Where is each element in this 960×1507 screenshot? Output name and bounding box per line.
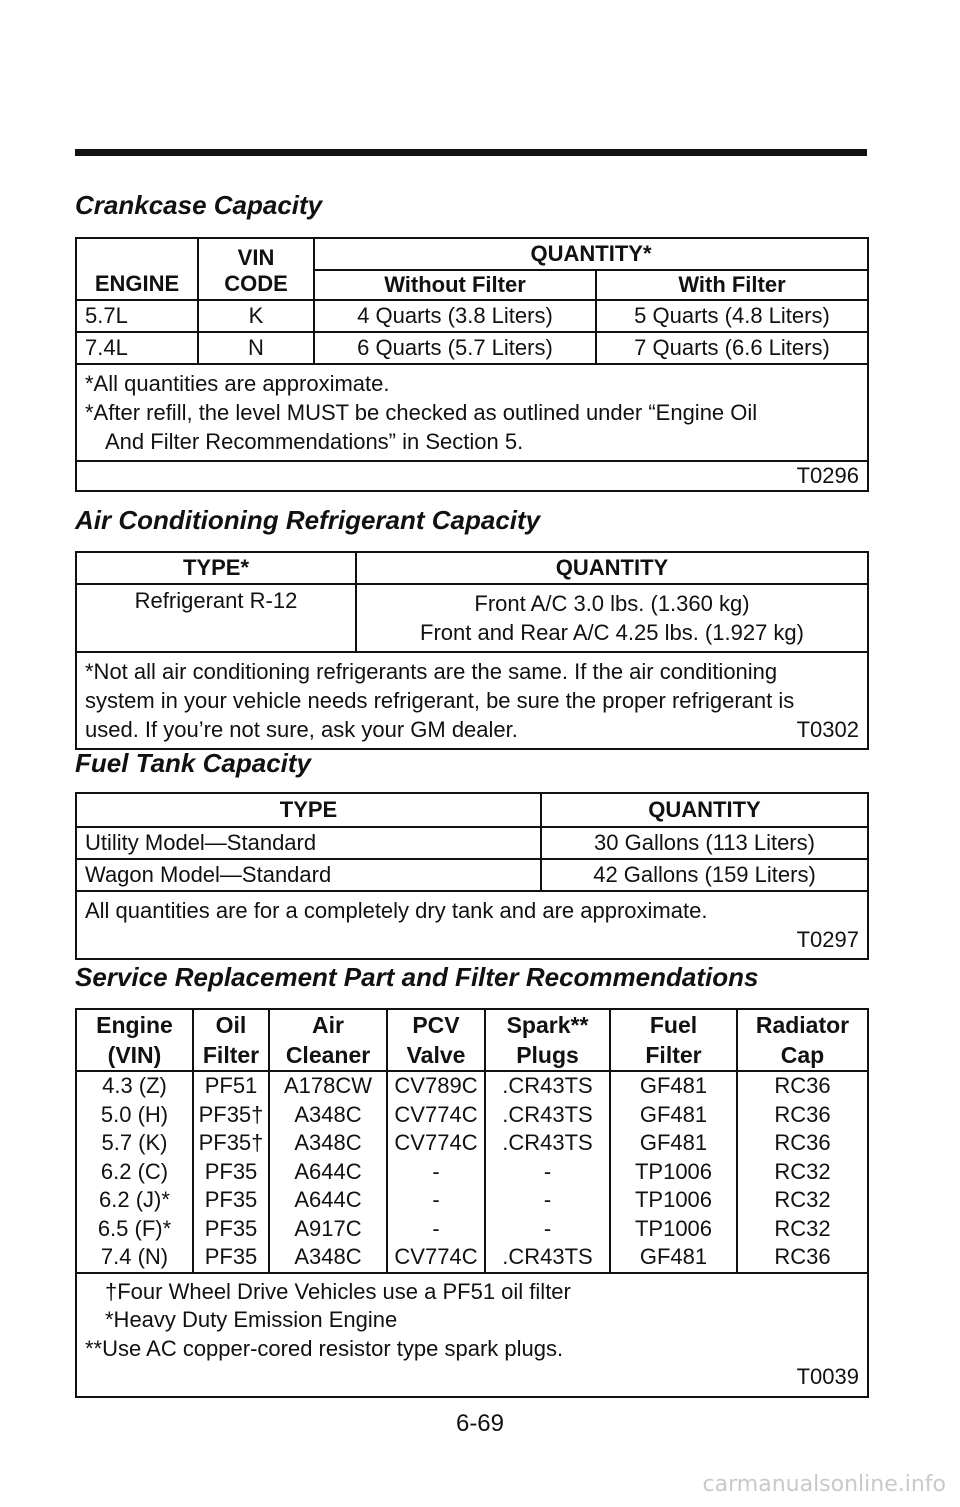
cell-quantity (356, 584, 868, 652)
watermark: carmanualsonline.info (702, 1472, 946, 1497)
cell-pcv-valve: - (387, 1186, 485, 1215)
note-line: And Filter Recommendations” in Section 5. (105, 429, 524, 454)
cell-pcv-valve: CV789C (387, 1071, 485, 1101)
cell-spark-plugs: - (485, 1215, 610, 1244)
cell-air-cleaner: A917C (269, 1215, 387, 1244)
table-row (76, 1186, 868, 1215)
cell-air-cleaner: A348C (269, 1101, 387, 1130)
cell-oil-filter: PF35† (193, 1101, 269, 1130)
cell-radiator-cap: RC36 (737, 1101, 868, 1130)
crankcase-notes (76, 364, 868, 461)
cell-radiator-cap: RC36 (737, 1071, 868, 1101)
ac-notes (76, 652, 868, 749)
table-code: T0296 (76, 461, 868, 491)
fuel-title: Fuel Tank Capacity (75, 748, 311, 778)
service-title: Service Replacement Part and Filter Recommendations (75, 962, 759, 992)
header-type: TYPE* (76, 552, 356, 584)
cell-pcv-valve: CV774C (387, 1129, 485, 1158)
table-row (76, 827, 868, 859)
cell-vin: N (198, 332, 314, 364)
cell-quantity: 30 Gallons (113 Liters) (541, 827, 868, 859)
cell-type: Refrigerant R-12 (76, 584, 356, 652)
table-row (76, 1158, 868, 1187)
cell-air-cleaner: A644C (269, 1186, 387, 1215)
cell-without-filter: 4 Quarts (3.8 Liters) (314, 300, 596, 332)
cell-engine: 6.2 (C) (76, 1158, 193, 1187)
header-spark-plugs: Spark** Plugs (485, 1009, 610, 1071)
table-row (76, 1129, 868, 1158)
header-row (76, 1009, 868, 1071)
table-row (76, 1243, 868, 1273)
cell-air-cleaner: A348C (269, 1129, 387, 1158)
fuel-notes (76, 891, 868, 959)
cell-radiator-cap: RC32 (737, 1215, 868, 1244)
cell-fuel-filter: TP1006 (610, 1186, 737, 1215)
table-code: T0039 (796, 1364, 859, 1389)
note-line: *After refill, the level MUST be checked as outlined under “Engine Oil (85, 400, 758, 425)
cell-spark-plugs: - (485, 1186, 610, 1215)
ac-table (75, 551, 869, 750)
cell-fuel-filter: TP1006 (610, 1158, 737, 1187)
cell-oil-filter: PF35 (193, 1243, 269, 1273)
table-row (76, 584, 868, 652)
cell-fuel-filter: TP1006 (610, 1215, 737, 1244)
header-oil-filter: Oil Filter (193, 1009, 269, 1071)
cell-engine: 7.4L (76, 332, 198, 364)
table-row (76, 300, 868, 332)
note-line: *Not all air conditioning refrigerants are the same. If the air conditioning (85, 659, 778, 684)
table-row (76, 332, 868, 364)
cell-spark-plugs: .CR43TS (485, 1071, 610, 1101)
note-line: system in your vehicle needs refrigerant, be sure the proper refrigerant is (85, 688, 795, 713)
page-number: 6-69 (455, 1410, 505, 1437)
note-line: *All quantities are approximate. (85, 371, 390, 396)
header-air-cleaner: Air Cleaner (269, 1009, 387, 1071)
header-engine: ENGINE (76, 238, 198, 300)
cell-engine: 6.5 (F)* (76, 1215, 193, 1244)
header-fuel-filter: Fuel Filter (610, 1009, 737, 1071)
cell-oil-filter: PF35† (193, 1129, 269, 1158)
cell-spark-plugs: - (485, 1158, 610, 1187)
table-row (76, 1071, 868, 1101)
cell-radiator-cap: RC36 (737, 1243, 868, 1273)
crankcase-title: Crankcase Capacity (75, 190, 323, 220)
cell-radiator-cap: RC36 (737, 1129, 868, 1158)
header-type: TYPE (76, 793, 541, 827)
note-line (85, 715, 859, 744)
cell-pcv-valve: - (387, 1158, 485, 1187)
quantity-line: Front and Rear A/C 4.25 lbs. (1.927 kg) (420, 620, 804, 645)
service-table (75, 1008, 869, 1398)
note-line: †Four Wheel Drive Vehicles use a PF51 oil filter (105, 1278, 571, 1304)
cell-without-filter: 6 Quarts (5.7 Liters) (314, 332, 596, 364)
cell-engine: 5.0 (H) (76, 1101, 193, 1130)
cell-fuel-filter: GF481 (610, 1129, 737, 1158)
crankcase-table (75, 237, 869, 492)
cell-pcv-valve: CV774C (387, 1243, 485, 1273)
cell-vin: K (198, 300, 314, 332)
cell-oil-filter: PF51 (193, 1071, 269, 1101)
note-line: All quantities are for a completely dry tank and are approximate. (85, 898, 708, 923)
cell-engine: 4.3 (Z) (76, 1071, 193, 1101)
cell-air-cleaner: A348C (269, 1243, 387, 1273)
note-text: used. If you’re not sure, ask your GM dealer. (85, 717, 518, 742)
header-without-filter: Without Filter (314, 270, 596, 300)
cell-with-filter: 7 Quarts (6.6 Liters) (596, 332, 868, 364)
cell-with-filter: 5 Quarts (4.8 Liters) (596, 300, 868, 332)
cell-air-cleaner: A178CW (269, 1071, 387, 1101)
header-quantity: QUANTITY (541, 793, 868, 827)
fuel-table (75, 792, 869, 960)
table-row (76, 1215, 868, 1244)
cell-air-cleaner: A644C (269, 1158, 387, 1187)
cell-radiator-cap: RC32 (737, 1186, 868, 1215)
ac-title: Air Conditioning Refrigerant Capacity (75, 505, 541, 535)
cell-oil-filter: PF35 (193, 1158, 269, 1187)
header-rule (75, 149, 867, 156)
cell-type: Utility Model—Standard (76, 827, 541, 859)
cell-engine: 6.2 (J)* (76, 1186, 193, 1215)
table-row (76, 1101, 868, 1130)
header-radiator-cap: Radiator Cap (737, 1009, 868, 1071)
cell-fuel-filter: GF481 (610, 1071, 737, 1101)
cell-fuel-filter: GF481 (610, 1101, 737, 1130)
cell-quantity: 42 Gallons (159 Liters) (541, 859, 868, 891)
header-vin-code: VIN CODE (198, 238, 314, 300)
cell-engine: 5.7L (76, 300, 198, 332)
cell-engine: 7.4 (N) (76, 1243, 193, 1273)
header-pcv-valve: PCV Valve (387, 1009, 485, 1071)
cell-pcv-valve: CV774C (387, 1101, 485, 1130)
header-quantity: QUANTITY* (314, 238, 868, 270)
service-notes (76, 1273, 868, 1397)
quantity-line: Front A/C 3.0 lbs. (1.360 kg) (474, 591, 750, 616)
cell-spark-plugs: .CR43TS (485, 1101, 610, 1130)
note-line: *Heavy Duty Emission Engine (105, 1307, 398, 1332)
cell-spark-plugs: .CR43TS (485, 1129, 610, 1158)
cell-radiator-cap: RC32 (737, 1158, 868, 1187)
header-engine: Engine (VIN) (76, 1009, 193, 1071)
header-quantity: QUANTITY (356, 552, 868, 584)
cell-oil-filter: PF35 (193, 1215, 269, 1244)
cell-fuel-filter: GF481 (610, 1243, 737, 1273)
header-with-filter: With Filter (596, 270, 868, 300)
table-row (76, 859, 868, 891)
table-code: T0297 (796, 927, 859, 952)
note-line: **Use AC copper-cored resistor type spark plugs. (85, 1335, 564, 1361)
cell-spark-plugs: .CR43TS (485, 1243, 610, 1273)
cell-pcv-valve: - (387, 1215, 485, 1244)
cell-oil-filter: PF35 (193, 1186, 269, 1215)
cell-engine: 5.7 (K) (76, 1129, 193, 1158)
cell-type: Wagon Model—Standard (76, 859, 541, 891)
table-code: T0302 (796, 717, 859, 742)
